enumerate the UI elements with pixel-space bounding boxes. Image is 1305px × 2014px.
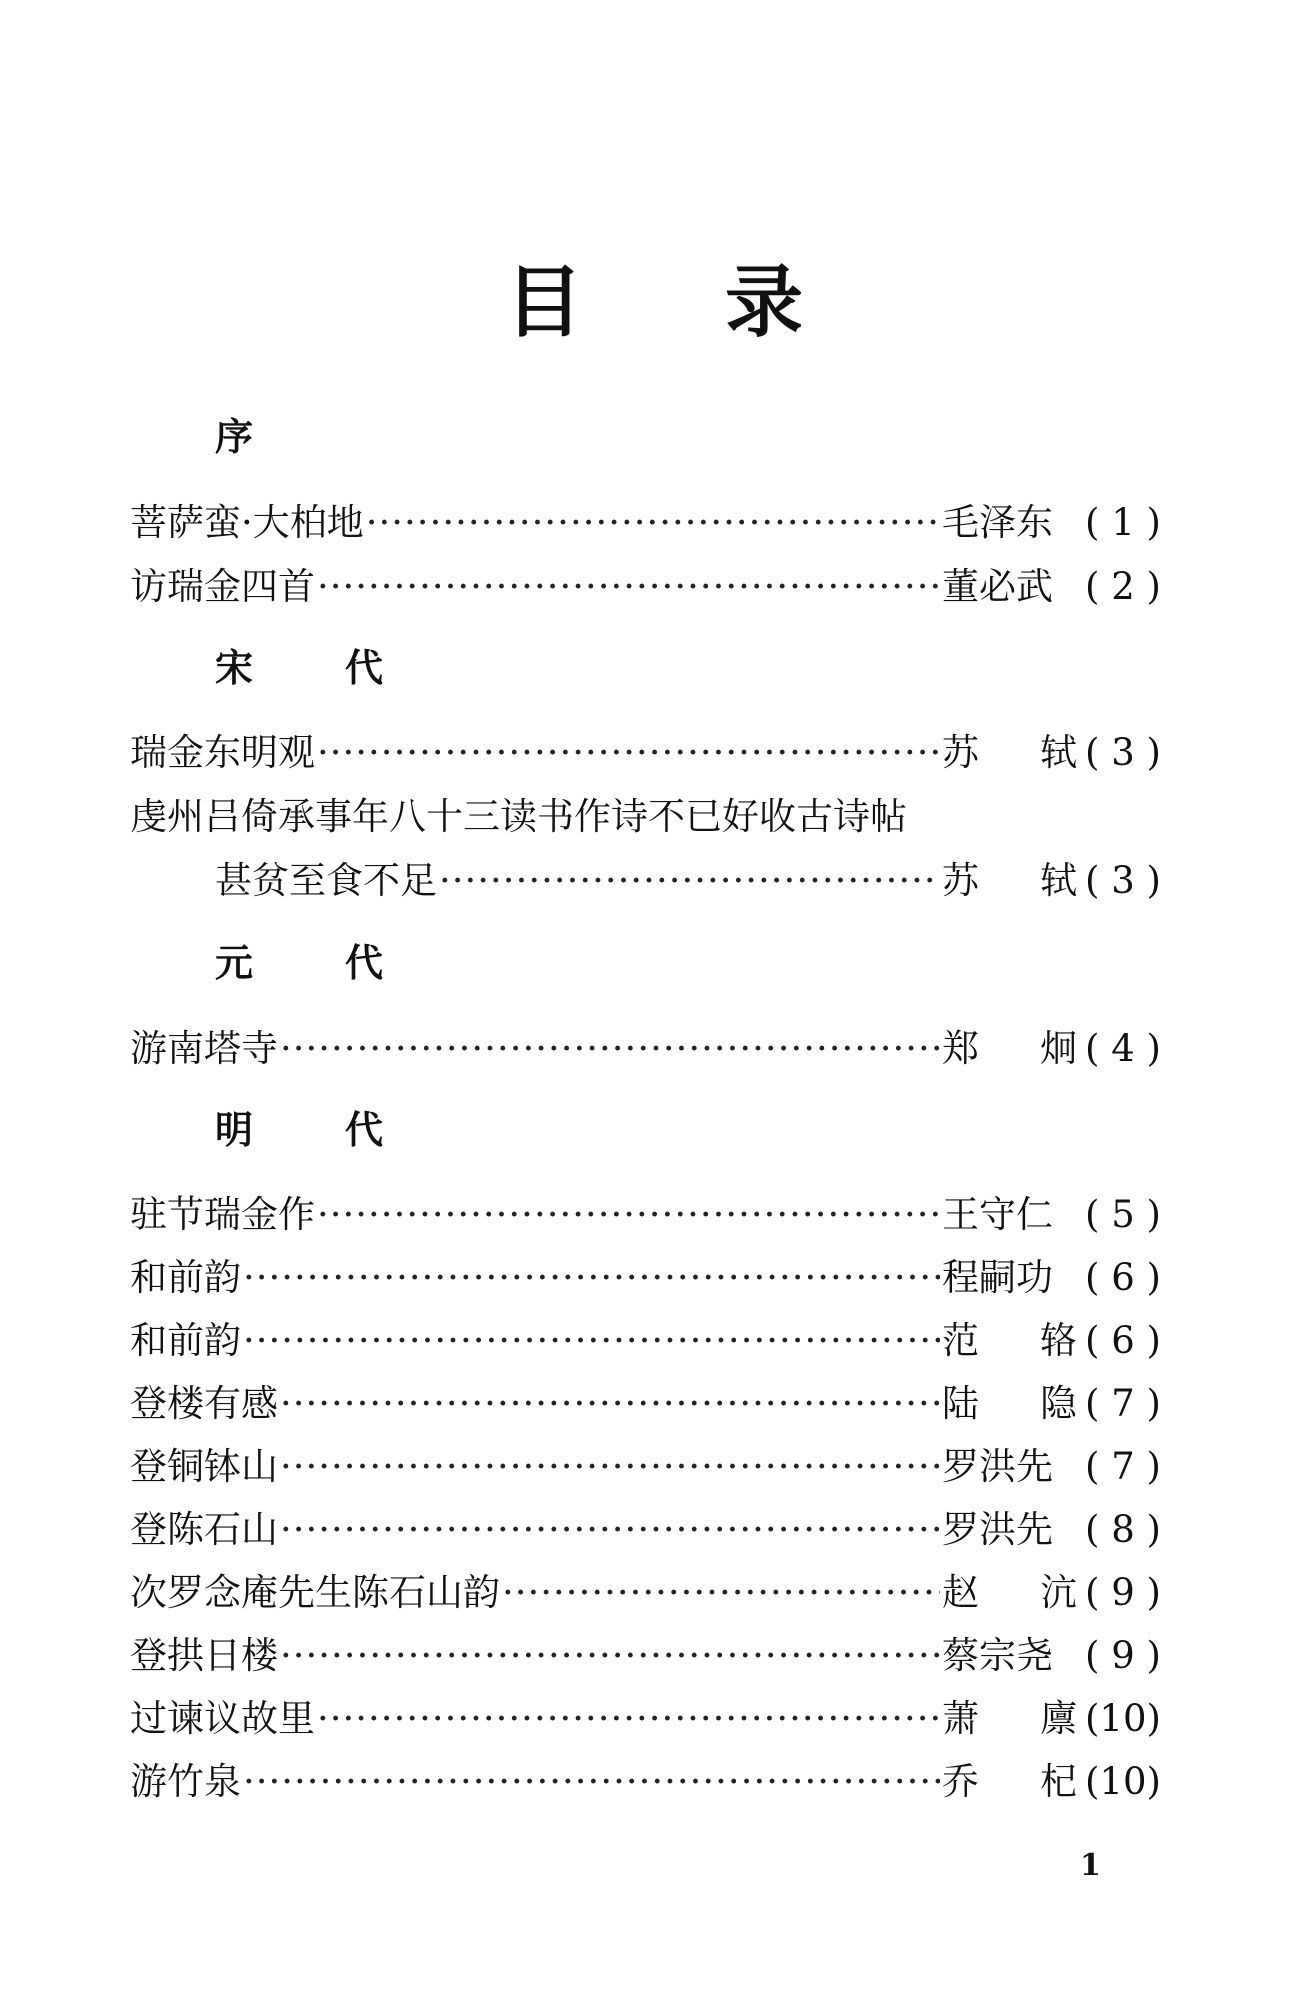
leader-dots <box>280 1629 940 1683</box>
entry-title: 次罗念庵先生陈石山韵 <box>130 1571 500 1614</box>
entry-title: 甚贫至食不足 <box>215 859 437 902</box>
toc-entry <box>130 1629 1185 1683</box>
entry-page: ( 5 ) <box>1085 1193 1161 1236</box>
entry-title: 菩萨蛮·大柏地 <box>130 501 364 544</box>
entry-author: 毛泽东 <box>942 501 1053 544</box>
entry-author: 范 辂 <box>942 1319 1077 1362</box>
toc-entry <box>130 1692 1185 1746</box>
entry-page: ( 6 ) <box>1085 1319 1161 1362</box>
entry-page: ( 7 ) <box>1085 1382 1161 1425</box>
entry-author: 赵 沆 <box>942 1571 1077 1614</box>
entry-author: 陆 隐 <box>942 1382 1077 1425</box>
entry-title: 游竹泉 <box>130 1760 241 1803</box>
entry-page: ( 7 ) <box>1085 1445 1161 1488</box>
entry-page: ( 9 ) <box>1085 1571 1161 1614</box>
entry-title: 游南塔寺 <box>130 1027 278 1070</box>
section-preface <box>215 412 253 462</box>
leader-dots <box>439 854 940 908</box>
entry-page: ( 1 ) <box>1085 501 1161 544</box>
toc-entry <box>130 1377 1185 1431</box>
leader-dots <box>280 1377 940 1431</box>
entry-page: (10) <box>1085 1697 1161 1740</box>
toc-entry <box>130 1022 1185 1076</box>
toc-entry <box>215 854 1185 908</box>
entry-page: ( 9 ) <box>1085 1634 1161 1677</box>
entry-title: 登陈石山 <box>130 1508 278 1551</box>
leader-dots <box>317 726 940 780</box>
leader-dots <box>243 1755 940 1809</box>
entry-title: 访瑞金四首 <box>130 565 315 608</box>
entry-author: 萧 廪 <box>942 1697 1077 1740</box>
entry-author: 郑 炯 <box>942 1027 1077 1070</box>
leader-dots <box>502 1566 940 1620</box>
page-number: 1 <box>1080 1848 1101 1883</box>
leader-dots <box>317 1692 940 1746</box>
toc-entry <box>130 1188 1185 1242</box>
entry-author: 乔 杞 <box>942 1760 1077 1803</box>
entry-title: 过谏议故里 <box>130 1697 315 1740</box>
leader-dots <box>243 1251 940 1305</box>
entry-page: ( 3 ) <box>1085 859 1161 902</box>
leader-dots <box>280 1503 940 1557</box>
entry-page: ( 2 ) <box>1085 565 1161 608</box>
toc-entry <box>130 1314 1185 1368</box>
section-preface-label: 序 <box>215 414 254 459</box>
entry-title: 和前韵 <box>130 1319 241 1362</box>
section-ming: 明 代 <box>215 1107 384 1152</box>
toc-entry <box>130 1503 1185 1557</box>
leader-dots <box>366 496 940 550</box>
entry-title: 登拱日楼 <box>130 1634 278 1677</box>
toc-entry <box>130 496 1185 550</box>
section-song: 宋 代 <box>215 645 384 690</box>
entry-author: 王守仁 <box>942 1193 1053 1236</box>
entry-title-line1: 虔州吕倚承事年八十三读书作诗不已好收古诗帖 <box>130 795 907 838</box>
section-yuan: 元 代 <box>215 940 384 985</box>
title-char-1: 目 <box>505 257 584 348</box>
leader-dots <box>317 1188 940 1242</box>
entry-page: ( 8 ) <box>1085 1508 1161 1551</box>
toc-entry <box>130 726 1185 780</box>
toc-entry <box>130 1566 1185 1620</box>
toc-entry <box>130 560 1185 614</box>
entry-title: 和前韵 <box>130 1256 241 1299</box>
entry-title: 登楼有感 <box>130 1382 278 1425</box>
entry-author: 蔡宗尧 <box>942 1634 1053 1677</box>
entry-title: 瑞金东明观 <box>130 731 315 774</box>
leader-dots <box>280 1022 940 1076</box>
entry-author: 苏 轼 <box>942 859 1077 902</box>
entry-title: 驻节瑞金作 <box>130 1193 315 1236</box>
entry-page: ( 4 ) <box>1085 1027 1161 1070</box>
entry-page: ( 3 ) <box>1085 731 1161 774</box>
leader-dots <box>280 1440 940 1494</box>
toc-entry <box>130 1440 1185 1494</box>
leader-dots <box>243 1314 940 1368</box>
entry-page: ( 6 ) <box>1085 1256 1161 1299</box>
toc-entry <box>130 1755 1185 1809</box>
entry-author: 董必武 <box>942 565 1053 608</box>
entry-author: 罗洪先 <box>942 1445 1053 1488</box>
entry-author: 苏 轼 <box>942 731 1077 774</box>
entry-title: 登铜钵山 <box>130 1445 278 1488</box>
entry-page: (10) <box>1085 1760 1161 1803</box>
toc-entry <box>130 1251 1185 1305</box>
entry-author: 罗洪先 <box>942 1508 1053 1551</box>
leader-dots <box>317 560 940 614</box>
entry-author: 程嗣功 <box>942 1256 1053 1299</box>
title-char-2: 录 <box>725 257 804 348</box>
